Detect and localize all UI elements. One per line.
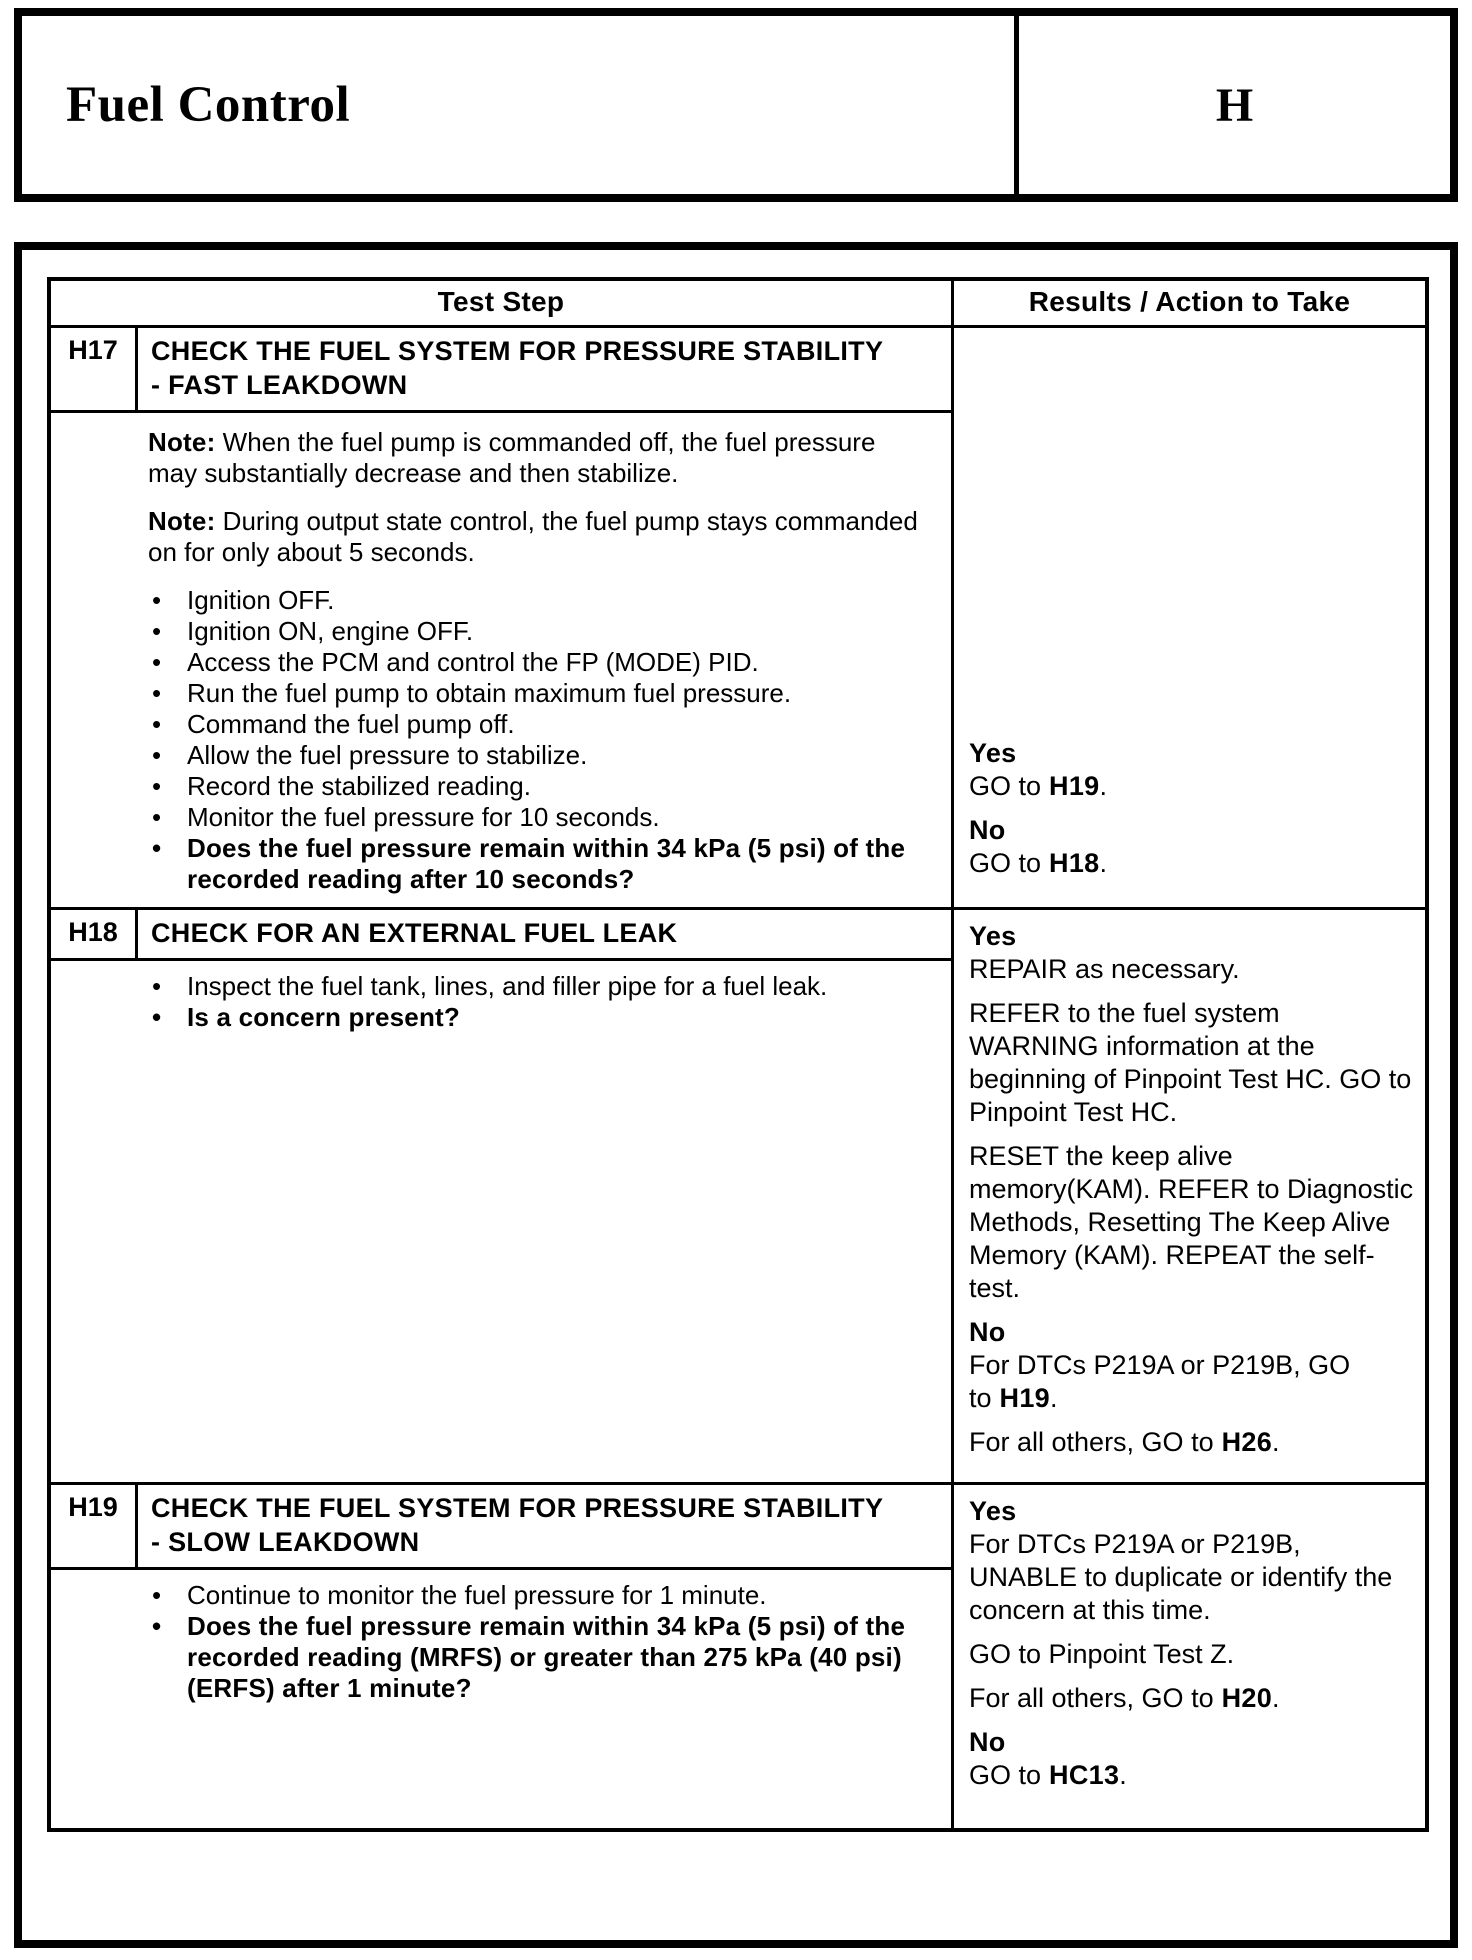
test-row-h19 (51, 1485, 1425, 1828)
result-answer-label: No (969, 1317, 1006, 1347)
pinpoint-test-table (47, 277, 1429, 1832)
result-answer-label: No (969, 815, 1006, 845)
result-block (969, 814, 1415, 880)
results-cell (954, 328, 1425, 907)
results-cell (954, 910, 1425, 1482)
result-block (969, 1726, 1415, 1792)
step-bullet: • Continue to monitor the fuel pressure for 1 minute. (148, 1580, 929, 1611)
result-step-reference: HC13 (1049, 1760, 1120, 1790)
step-title (138, 328, 951, 410)
step-bullet: • Monitor the fuel pressure for 10 seconds. (148, 802, 929, 833)
page-header-right-cell (1014, 16, 1450, 194)
step-instructions (51, 961, 951, 1482)
result-segment: REFER to the fuel system WARNING information at the beginning of Pinpoint Test HC. GO to Pinpoint Test HC. (969, 998, 1412, 1127)
result-text (969, 1140, 1415, 1305)
note-label: Note: (148, 427, 216, 457)
result-segment: GO to (969, 848, 1042, 878)
note-paragraph (148, 427, 929, 489)
step-bullet: • Ignition ON, engine OFF. (148, 616, 929, 647)
result-step-reference: H19 (999, 1383, 1050, 1413)
step-title-line: CHECK THE FUEL SYSTEM FOR PRESSURE STABILITY (151, 336, 884, 366)
result-answer-label: Yes (969, 738, 1017, 768)
step-bullet: • Does the fuel pressure remain within 34 kPa (5 psi) of the recorded reading (MRFS) or greater than 275 kPa (40 psi) (ERFS) after 1 minute? (148, 1611, 929, 1704)
step-title-line: CHECK FOR AN EXTERNAL FUEL LEAK (151, 918, 678, 948)
result-text (969, 770, 1415, 803)
result-block (969, 920, 1415, 986)
step-id: H19 (51, 1485, 138, 1567)
result-segment: . (1099, 771, 1107, 801)
result-segment: REPAIR as necessary. (969, 954, 1240, 984)
results-cell (954, 1485, 1425, 1828)
result-segment: . (1272, 1683, 1280, 1713)
result-segment: GO to (969, 1760, 1042, 1790)
step-bullet-list (148, 1580, 929, 1704)
step-bullet: • Allow the fuel pressure to stabilize. (148, 740, 929, 771)
page-header (14, 8, 1458, 202)
step-title (138, 1485, 951, 1567)
result-segment: For all others, GO to (969, 1427, 1214, 1457)
page-title: Fuel Control (66, 77, 351, 133)
step-bullet-list (148, 585, 929, 895)
result-answer-label: No (969, 1727, 1006, 1757)
step-instructions (51, 1570, 951, 1828)
note-text: When the fuel pump is commanded off, the fuel pressure may substantially decrease and then stabilize. (148, 427, 876, 488)
step-title-line: - SLOW LEAKDOWN (151, 1527, 420, 1557)
result-text (969, 1528, 1415, 1627)
result-block (969, 737, 1415, 803)
table-body (51, 328, 1425, 1828)
step-bullet: • Does the fuel pressure remain within 34 kPa (5 psi) of the recorded reading after 10 seconds? (148, 833, 929, 895)
result-step-reference: H18 (1049, 848, 1100, 878)
step-bullet: • Is a concern present? (148, 1002, 929, 1033)
result-segment: For DTCs P219A or P219B, GO to (969, 1350, 1351, 1413)
step-instructions (51, 413, 951, 907)
test-step-cell (51, 328, 954, 907)
column-header-results: Results / Action to Take (1028, 286, 1351, 317)
content-frame (14, 242, 1458, 1948)
step-id: H18 (51, 910, 138, 958)
result-step-reference: H19 (1049, 771, 1100, 801)
result-step-reference: H20 (1221, 1683, 1273, 1713)
page-header-left-cell (22, 16, 1014, 194)
result-block (969, 1638, 1415, 1671)
step-bullet: • Record the stabilized reading. (148, 771, 929, 802)
result-text (969, 953, 1415, 986)
result-text (969, 1638, 1415, 1671)
step-title-line: - FAST LEAKDOWN (151, 370, 408, 400)
step-title-row (51, 1485, 951, 1570)
result-text (969, 1349, 1415, 1415)
result-segment: . (1272, 1427, 1280, 1457)
result-segment: GO to Pinpoint Test Z. (969, 1639, 1235, 1669)
result-block (969, 1426, 1415, 1459)
result-step-reference: H26 (1221, 1427, 1273, 1457)
result-block (969, 1495, 1415, 1627)
step-title-row (51, 910, 951, 961)
result-text (969, 847, 1415, 880)
result-segment: . (1099, 848, 1107, 878)
result-segment: . (1049, 1383, 1058, 1413)
result-text (969, 1682, 1415, 1715)
test-step-cell (51, 1485, 954, 1828)
step-bullet: • Command the fuel pump off. (148, 709, 929, 740)
step-bullet: • Ignition OFF. (148, 585, 929, 616)
step-title-line: CHECK THE FUEL SYSTEM FOR PRESSURE STABILITY (151, 1493, 884, 1523)
result-segment: For all others, GO to (969, 1683, 1214, 1713)
result-block (969, 1316, 1415, 1415)
note-paragraph (148, 506, 929, 568)
step-title (138, 910, 951, 958)
result-block (969, 1140, 1415, 1305)
result-segment: RESET the keep alive memory(KAM). REFER to Diagnostic Methods, Resetting The Keep Alive Memory (KAM). REPEAT the self-test. (969, 1141, 1414, 1303)
result-segment: For DTCs P219A or P219B, UNABLE to duplicate or identify the concern at this time. (969, 1529, 1393, 1625)
step-bullet: • Access the PCM and control the FP (MODE) PID. (148, 647, 929, 678)
result-segment: GO to (969, 771, 1042, 801)
test-step-cell (51, 910, 954, 1482)
result-answer-label: Yes (969, 921, 1017, 951)
note-label: Note: (148, 506, 216, 536)
result-block (969, 997, 1415, 1129)
result-block (969, 1682, 1415, 1715)
result-answer-label: Yes (969, 1496, 1017, 1526)
table-header-row (51, 281, 1425, 328)
test-row-h18 (51, 910, 1425, 1485)
step-bullet: • Inspect the fuel tank, lines, and filler pipe for a fuel leak. (148, 971, 929, 1002)
result-text (969, 997, 1415, 1129)
result-text (969, 1759, 1415, 1792)
step-id: H17 (51, 328, 138, 410)
column-header-test-step: Test Step (51, 281, 954, 325)
result-text (969, 1426, 1415, 1459)
test-row-h17 (51, 328, 1425, 910)
section-code: H (1215, 78, 1254, 132)
step-bullet-list (148, 971, 929, 1033)
result-segment: . (1119, 1760, 1127, 1790)
note-text: During output state control, the fuel pump stays commanded on for only about 5 seconds. (148, 506, 918, 567)
step-title-row (51, 328, 951, 413)
step-bullet: • Run the fuel pump to obtain maximum fuel pressure. (148, 678, 929, 709)
